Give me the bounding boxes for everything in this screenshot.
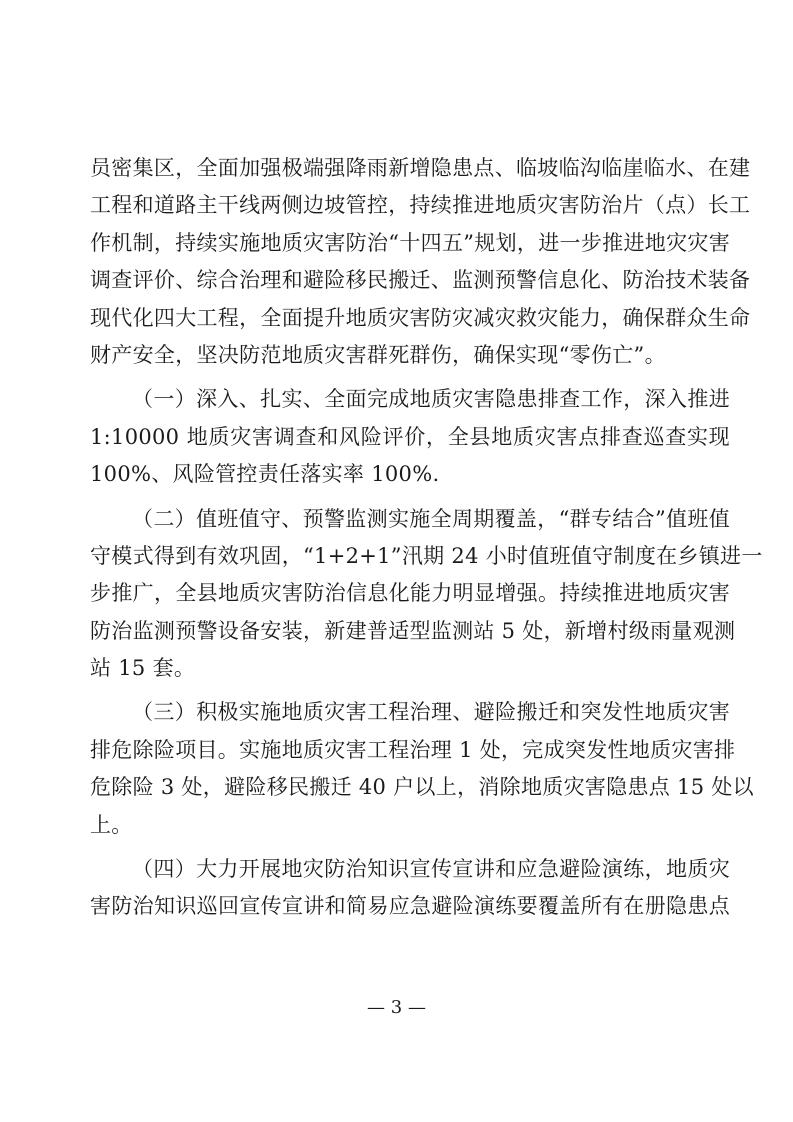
paragraph-continuation [90,150,751,374]
paragraph-item-4 [90,851,730,926]
text-line: 危除险 3 处，避险移民搬迁 40 户以上，消除地质灾害隐患点 15 处以 [90,775,754,800]
text-line: 100%、风险管控责任落实率 100%. [90,462,440,487]
text-line: 调查评价、综合治理和避险移民搬迁、监测预警信息化、防治技术装备 [90,268,751,293]
text-line: 排危除险项目。实施地质灾害工程治理 1 处，完成突发性地质灾害排 [90,737,736,762]
text-line: 守模式得到有效巩固，“1+2+1”汛期 24 小时值班值守制度在乡镇进一 [90,543,763,568]
text-line: 害防治知识巡回宣传宣讲和简易应急避险演练要覆盖所有在册隐患点 [90,894,730,919]
paragraph-item-2 [90,501,763,688]
page-number: — 3 — [367,997,426,1018]
text-line: 员密集区，全面加强极端强降雨新增隐患点、临坡临沟临崖临水、在建 [90,156,751,180]
document-body [90,150,763,933]
text-line: （三）积极实施地质灾害工程治理、避险搬迁和突发性地质灾害 [132,700,730,725]
text-line: 作机制，持续实施地质灾害防治“十四五”规划，进一步推进地灾灾害 [90,230,730,255]
text-line: （四）大力开展地灾防治知识宣传宣讲和应急避险演练，地质灾 [132,857,730,882]
paragraph-item-1 [90,381,730,493]
text-line: （一）深入、扎实、全面完成地质灾害隐患排查工作，深入推进 [132,387,730,412]
paragraph-item-3 [90,694,754,844]
text-line: 站 15 套。 [90,656,196,681]
text-line: 步推广，全县地质灾害防治信息化能力明显增强。持续推进地质灾害 [90,581,730,606]
text-line: 现代化四大工程，全面提升地质灾害防灾减灾救灾能力，确保群众生命 [90,305,751,330]
text-line: 工程和道路主干线两侧边坡管控，持续推进地质灾害防治片（点）长工 [90,193,751,218]
text-line: 财产安全，坚决防范地质灾害群死群伤，确保实现“零伤亡”。 [90,342,666,367]
text-line: 1:10000 地质灾害调查和风险评价，全县地质灾害点排查巡查实现 [90,424,730,449]
text-line: 上。 [90,812,133,837]
text-line: （二）值班值守、预警监测实施全周期覆盖，“群专结合”值班值 [132,506,730,531]
text-line: 防治监测预警设备安装，新建普适型监测站 5 处，新增村级雨量观测 [90,618,736,643]
